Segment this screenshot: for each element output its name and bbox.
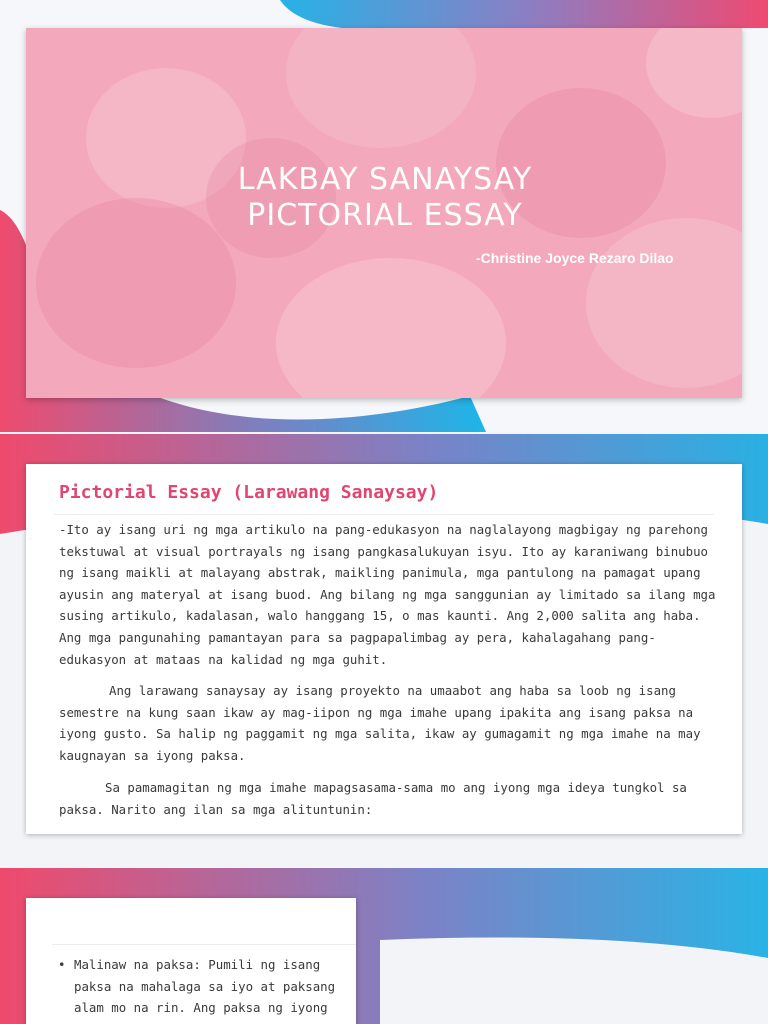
paragraph-project: Ang larawang sanaysay ay isang proyekto na umaabot ang haba sa loob ng isang semestre na kung saan ikaw ay mag-iipon ng mga imahe upang ipakita ang isang paksa na iyong gusto. Sa halip ng paggamit ng mga salita, ikaw ay gumagamit ng mga imahe na may kaugnayan sa iyong paksa. bbox=[59, 683, 701, 763]
paragraph-definition: -Ito ay isang uri ng mga artikulo na pang-edukasyon na naglalayong magbigay ng parehong tekstuwal at visual portrayals ng isang pangkasalukuyan isyu. Ito ay karaniwang binubuo ng isang maikli at malayang abstrak, maikling panimula, mga pantulong na pamagat upang ayusin ang materyal at isang buod. Ang bilang ng mga sanggunian ay limitado sa ilang mga susing artikulo, kadalasan, walo hanggang 15, o mas kaunti. Ang 2,000 salita ang haba. Ang mga pangunahing pamantayan para sa pagpapalimbag ay pera, kahalagahang pang-edukasyon at mataas na kalidad ng mga guhit. bbox=[59, 522, 716, 667]
author-name: -Christine Joyce Rezaro Dilao bbox=[476, 250, 674, 266]
bullet-icon: • bbox=[58, 957, 66, 972]
blossom-shape bbox=[646, 28, 742, 118]
blossom-shape bbox=[276, 258, 506, 398]
list-item-text: Malinaw na paksa: Pumili ng isang paksa na mahalaga sa iyo at paksang alam mo na rin. Ang paksa ng iyong bbox=[74, 957, 336, 1016]
slide-guidelines[interactable] bbox=[0, 868, 768, 1024]
paragraph-guidelines: Sa pamamagitan ng mga imahe mapagsasama-sama mo ang iyong mga ideya tungkol sa paksa. Narito ang ilan sa mga alituntunin: bbox=[59, 780, 687, 817]
blossom-shape bbox=[286, 28, 476, 148]
title-line-1: LAKBAY SANAYSAY bbox=[237, 162, 533, 197]
list-item bbox=[58, 954, 358, 1019]
divider bbox=[54, 514, 714, 515]
slide-title-text bbox=[0, 162, 768, 234]
bullet-card bbox=[26, 898, 356, 1024]
title-line-2: PICTORIAL ESSAY bbox=[247, 198, 523, 233]
slide-title[interactable] bbox=[0, 0, 768, 432]
card-heading: Pictorial Essay (Larawang Sanaysay) bbox=[59, 482, 439, 503]
guideline-list bbox=[58, 954, 358, 1019]
divider bbox=[52, 944, 356, 945]
slide-definition[interactable] bbox=[0, 434, 768, 866]
blossom-shape bbox=[586, 218, 742, 388]
content-card bbox=[26, 464, 742, 834]
